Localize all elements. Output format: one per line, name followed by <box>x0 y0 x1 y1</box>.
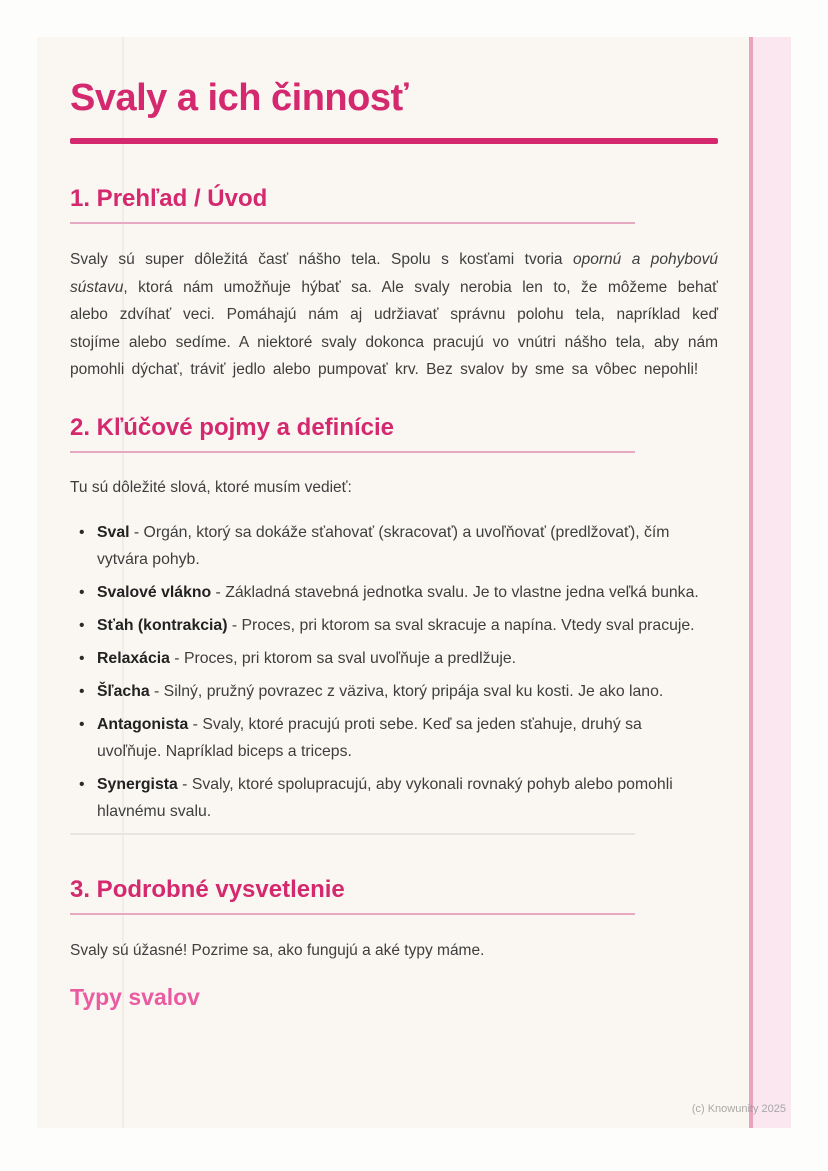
watermark: (c) Knowunity 2025 <box>691 1103 786 1115</box>
section-heading-wrap <box>70 875 635 915</box>
section-2-heading: 2. Kľúčové pojmy a definície <box>70 413 395 441</box>
term-item <box>70 579 707 606</box>
term-item <box>70 711 707 765</box>
term-item <box>70 771 707 825</box>
term-item <box>70 645 707 672</box>
title-rule <box>70 138 718 144</box>
term-definition: - Svaly, ktoré spolupracujú, aby vykonali rovnaký pohyb alebo pomohli hlavnému svalu. <box>97 775 673 820</box>
term-item <box>70 519 707 573</box>
page-title: Svaly a ich činnosť <box>70 77 409 119</box>
section-1-heading: 1. Prehľad / Úvod <box>70 185 268 212</box>
document-page <box>37 37 791 1128</box>
term-label: Svalové vlákno <box>97 583 212 601</box>
section-overview <box>70 184 718 384</box>
section-heading-wrap <box>70 413 635 453</box>
section-divider <box>70 833 635 835</box>
term-label: Relaxácia <box>97 649 170 667</box>
term-label: Sval <box>97 523 130 541</box>
term-item <box>70 678 707 705</box>
paragraph-text-after: , ktorá nám umožňuje hýbať sa. Ale svaly nerobia len to, že môžeme behať alebo zdvíhať veci. Pomáhajú nám aj udržiavať správnu polohu tela, napríklad keď stojíme alebo sedíme. A niektoré svaly dokonca pracujú vo vnútri nášho tela, aby nám pomohli dýchať, tráviť jedlo alebo pumpovať krv. Bez svalov by sme sa vôbec nepohli! <box>70 278 718 378</box>
term-definition: - Proces, pri ktorom sa sval skracuje a napína. Vtedy sval pracuje. <box>227 616 695 634</box>
term-label: Antagonista <box>97 715 189 733</box>
paragraph-italic-segment: opornú a pohybovú sústavu <box>70 251 718 296</box>
section-key-terms <box>70 413 718 835</box>
term-definition: - Svaly, ktoré pracujú proti sebe. Keď sa jeden sťahuje, druhý sa uvoľňuje. Napríklad biceps a triceps. <box>97 715 642 760</box>
terms-list <box>70 519 718 825</box>
term-definition: - Základná stavebná jednotka svalu. Je to vlastne jedna veľká bunka. <box>211 583 699 601</box>
terms-intro-line: Tu sú dôležité slová, ktoré musím vedieť: <box>70 478 352 496</box>
paragraph-text-before: Svaly sú super dôležitá časť nášho tela. Spolu s kosťami tvoria <box>70 251 573 268</box>
overview-paragraph <box>70 246 718 384</box>
term-item <box>70 612 707 639</box>
term-definition: - Orgán, ktorý sa dokáže sťahovať (skracovať) a uvoľňovať (predlžovať), čím vytvára pohyb. <box>97 523 670 568</box>
section-detailed-explanation <box>70 875 718 1011</box>
muscle-types-subheading: Typy svalov <box>70 983 200 1010</box>
term-label: Sťah (kontrakcia) <box>97 616 228 634</box>
term-definition: - Proces, pri ktorom sa sval uvoľňuje a predlžuje. <box>169 649 517 667</box>
term-definition: - Silný, pružný povrazec z väziva, ktorý pripája sval ku kosti. Je ako lano. <box>149 682 664 700</box>
section-3-heading: 3. Podrobné vysvetlenie <box>70 875 345 903</box>
section-heading-wrap <box>70 184 635 224</box>
term-label: Synergista <box>97 775 178 793</box>
term-label: Šľacha <box>97 682 150 700</box>
page-content <box>70 37 718 1011</box>
decorative-side-stripe <box>749 37 791 1128</box>
detail-lead-line: Svaly sú úžasné! Pozrime sa, ako fungujú a aké typy máme. <box>70 941 485 959</box>
